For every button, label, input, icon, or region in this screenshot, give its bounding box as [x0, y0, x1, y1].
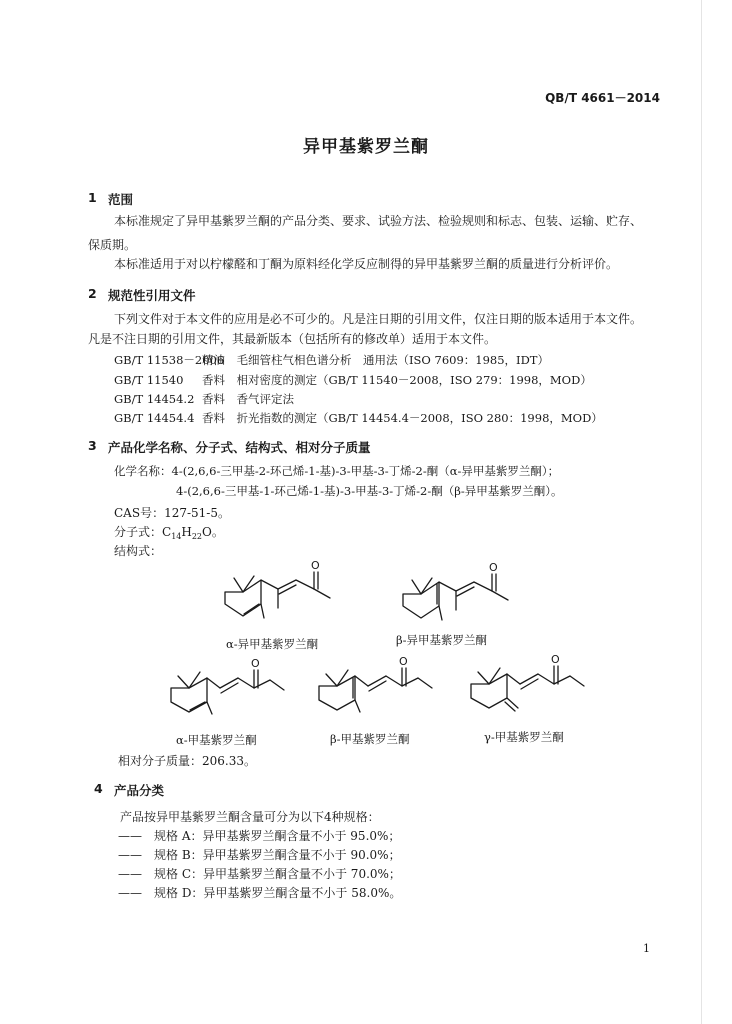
reference-code: GB/T 14454.2	[114, 392, 195, 406]
ketone-oxygen: O	[551, 654, 560, 666]
reference-item	[114, 352, 549, 368]
structure-label: 结构式：	[114, 544, 163, 558]
spec-item: —— 规格 B：异甲基紫罗兰酮含量不小于 90.0%；	[118, 848, 401, 862]
beta-n-methyl-ionone-structure	[308, 656, 438, 732]
beta-iso-methyl-ionone-structure	[392, 560, 522, 636]
ketone-oxygen: O	[399, 656, 408, 668]
page-number: 1	[643, 942, 650, 955]
section-2-number: 2	[88, 286, 97, 301]
chemical-name-beta: 4-(2,6,6-三甲基-1-环己烯-1-基)-3-甲基-3-丁烯-2-酮（β-异甲基紫罗兰酮）。	[176, 484, 563, 498]
caption-gamma-n: γ-甲基紫罗兰酮	[484, 730, 564, 744]
section-2-heading: 规范性引用文件	[108, 288, 196, 303]
section-1-heading: 范围	[108, 192, 134, 207]
alpha-iso-methyl-ionone-structure	[214, 558, 344, 634]
caption-alpha-iso: α-异甲基紫罗兰酮	[226, 637, 319, 651]
caption-beta-iso: β-异甲基紫罗兰酮	[396, 633, 488, 647]
reference-item	[114, 391, 294, 407]
reference-item	[114, 410, 603, 426]
section-1-p2: 本标准适用于对以柠檬醛和丁酮为原料经化学反应制得的异甲基紫罗兰酮的质量进行分析评价。	[114, 257, 619, 271]
section-1-number: 1	[88, 190, 97, 205]
spec-item: —— 规格 D：异甲基紫罗兰酮含量不小于 58.0%。	[118, 886, 402, 900]
section-3-heading: 产品化学名称、分子式、结构式、相对分子质量	[108, 440, 371, 455]
caption-beta-n: β-甲基紫罗兰酮	[330, 732, 410, 746]
molecular-mass: 相对分子质量：206.33。	[118, 754, 256, 768]
reference-text: 香料 相对密度的测定（GB/T 11540－2008，ISO 279：1998，MOD）	[202, 373, 592, 387]
reference-code: GB/T 11538－2006	[114, 353, 225, 367]
section-1-p1-line1: 本标准规定了异甲基紫罗兰酮的产品分类、要求、试验方法、检验规则和标志、包装、运输、贮存、	[114, 214, 643, 228]
spec-item: —— 规格 C：异甲基紫罗兰酮含量不小于 70.0%；	[118, 867, 401, 881]
section-4-intro: 产品按异甲基紫罗兰酮含量可分为以下4种规格：	[120, 810, 380, 824]
ketone-oxygen: O	[251, 658, 260, 670]
reference-code: GB/T 11540	[114, 373, 184, 387]
standard-code: QB/T 4661－2014	[545, 91, 660, 105]
cas-number: CAS号：127-51-5。	[114, 506, 230, 520]
chemical-name-alpha: 化学名称：4-(2,6,6-三甲基-2-环己烯-1-基)-3-甲基-3-丁烯-2-酮（α-异甲基紫罗兰酮）；	[114, 464, 560, 478]
section-2-p1-line2: 凡是不注日期的引用文件，其最新版本（包括所有的修改单）适用于本文件。	[88, 332, 497, 346]
section-3-number: 3	[88, 438, 97, 453]
section-2-p1-line1: 下列文件对于本文件的应用是必不可少的。凡是注日期的引用文件，仅注日期的版本适用于本文件。	[114, 312, 643, 326]
ketone-oxygen: O	[489, 561, 498, 574]
alpha-n-methyl-ionone-structure	[160, 658, 290, 734]
section-4-number: 4	[94, 781, 103, 796]
document-title: 异甲基紫罗兰酮	[303, 137, 429, 157]
reference-text: 香料 香气评定法	[202, 392, 294, 406]
reference-item	[114, 372, 592, 388]
section-1-p1-line2: 保质期。	[88, 238, 137, 252]
reference-text: 香料 折光指数的测定（GB/T 14454.4－2008，ISO 280：1998，MOD）	[202, 411, 603, 425]
caption-alpha-n: α-甲基紫罗兰酮	[176, 733, 257, 747]
section-4-heading: 产品分类	[114, 783, 165, 798]
reference-text: 精油 毛细管柱气相色谱分析 通用法（ISO 7609：1985，IDT）	[202, 353, 549, 367]
gamma-n-methyl-ionone-structure	[460, 654, 590, 730]
reference-code: GB/T 14454.4	[114, 411, 195, 425]
ketone-oxygen: O	[311, 559, 320, 572]
molecular-formula: 分子式：$C_{14}H_{22}O$。	[114, 525, 224, 541]
spec-item: —— 规格 A：异甲基紫罗兰酮含量不小于 95.0%；	[118, 829, 401, 843]
